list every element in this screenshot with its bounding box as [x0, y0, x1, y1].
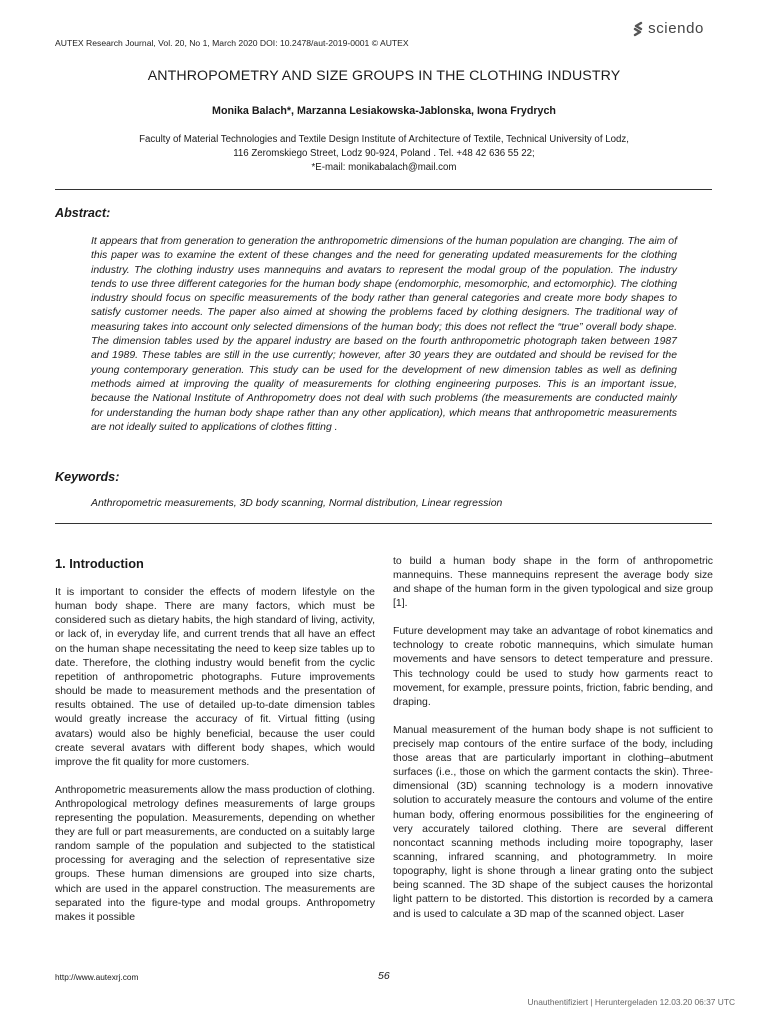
sciendo-logo-icon: [633, 21, 643, 37]
body-paragraph: to build a human body shape in the form of anthropometric mannequins. These mannequins represent the average body size and shape of the human form in the given typological and size group [1].: [393, 556, 713, 610]
publisher-name: sciendo: [648, 20, 704, 37]
journal-url-link[interactable]: http://www.autexrj.com: [55, 972, 139, 982]
abstract-heading: Abstract:: [55, 206, 111, 220]
affiliation: [60, 133, 708, 174]
page-number: 56: [378, 970, 390, 982]
body-paragraph: Future development may take an advantage of robot kinematics and technology to create robotic mannequins, which simulate human movements and have sensors to detect temperature and pressure. This technology could be used to study how garments react to movement, for example, pressure points, friction, fabric bending, and draping.: [393, 626, 713, 708]
affiliation-line: 116 Zeromskiego Street, Lodz 90-924, Poland . Tel. +48 42 636 55 22;: [233, 147, 535, 159]
publisher-logo: [633, 20, 704, 37]
body-paragraph: Anthropometric measurements allow the mass production of clothing. Anthropological metrology defines measurements of large groups representing the population. Measurements, depending on whether they are full or part measurements, are conducted on a suitably large random sample of the population and subjected to the statistical processing for averaging and the selection of representative size groups. These human dimensions are grouped into size charts, which are used in the apparel construction. The measurements are separated into the figure-type and modal groups. Anthropometry makes it possible: [55, 784, 375, 923]
affiliation-line: Faculty of Material Technologies and Textile Design Institute of Architecture of Textile, Technical University of Lodz,: [139, 134, 629, 145]
body-column-right: [393, 555, 713, 935]
author-email: *E-mail: monikabalach@mail.com: [311, 161, 457, 173]
body-column-left: [55, 586, 375, 939]
journal-citation: AUTEX Research Journal, Vol. 20, No 1, March 2020 DOI: 10.2478/aut-2019-0001 © AUTEX: [55, 38, 409, 48]
paper-title: ANTHROPOMETRY AND SIZE GROUPS IN THE CLOTHING INDUSTRY: [147, 68, 621, 84]
body-paragraph: Manual measurement of the human body shape is not sufficient to precisely map contours of the entire surface of the body, including those areas that are particularly important in clothing–abutment surfaces (i.e., those on which the garment contacts the skin). Three-dimensional (3D) scanning technology is a modern innovative solution to accurately measure the contours and volume of the entire human body, offering enormous possibilities for the engineering of very accurately tailored clothing. There are several different noncontact scanning methods including moire topography, laser scanning, infrared scanning, and photogrammetry. In moire topography, light is shone through a linear grating onto the subject being scanned. The 3D shape of the subject causes the horizontal light pattern to be distorted. This distortion is recorded by a camera and is used to calculate a 3D map of the scanned object. Laser: [393, 724, 713, 920]
body-paragraph: It is important to consider the effects of modern lifestyle on the human body shape. There are many factors, which must be considered such as dietary habits, the high standard of living, activity, or lack of, in everyday life, and current trends that all have an effect on the human shape necessitating the need to keep size tables up to date. Therefore, the clothing industry would benefit from the cyclic repetition of anthropometric photographs. Future improvements should be made to measurement methods and the presentation of results obtained. The use of detailed up-to-date dimension tables would greatly increase the accuracy of fit. Virtual fitting (using avatars) would also be highly beneficial, because the user could create several avatars with different body shapes, which would improve the fit quality for more customers.: [55, 587, 375, 768]
paper-authors: Monika Balach*, Marzanna Lesiakowska-Jablonska, Iwona Frydrych: [212, 105, 556, 117]
abstract-text: It appears that from generation to generation the anthropometric dimensions of the human population are changing. The aim of this paper was to examine the extent of these changes and the need for generating updated measurements for the clothing industry. The clothing industry uses mannequins and avatars to represent the modal group of the population. The industry tends to use three different categories for the human body shape (endomorphic, mesomorphic, and ectomorphic). The clothing industry should focus on specific measurements of the body rather than general categories and create more body shapes to satisfy customer needs. The paper also aimed at showing the problems faced by clothing designers. The traditional way of measuring takes into account only selected dimensions of the human body; this does not reflect the “true” overall body shape. The dimension tables used by the apparel industry are based on the fourth anthropometric photograph taken between 1987 and 1989. These tables are still in the use currently; however, after 30 years they are outdated and should be revised for the young contemporary generation. This study can be used for the development of new dimension tables as well as defining methods aimed at improving the quality of measurements for clothing engineering purposes. This is an important issue, because the National Institute of Anthropometry does not deal with such problems (the measurements are conducted mainly for understanding the human body shape rather than any other application), which means that anthropometric measurements are not ideally suited to applications of clothes fitting .: [91, 236, 677, 433]
keywords-text: Anthropometric measurements, 3D body scanning, Normal distribution, Linear regression: [91, 498, 503, 509]
keywords-heading: Keywords:: [55, 470, 120, 484]
section-heading-introduction: 1. Introduction: [55, 556, 144, 571]
divider: [55, 523, 712, 524]
download-note: Unauthentifiziert | Heruntergeladen 12.03.20 06:37 UTC: [527, 997, 735, 1007]
divider: [55, 189, 712, 190]
